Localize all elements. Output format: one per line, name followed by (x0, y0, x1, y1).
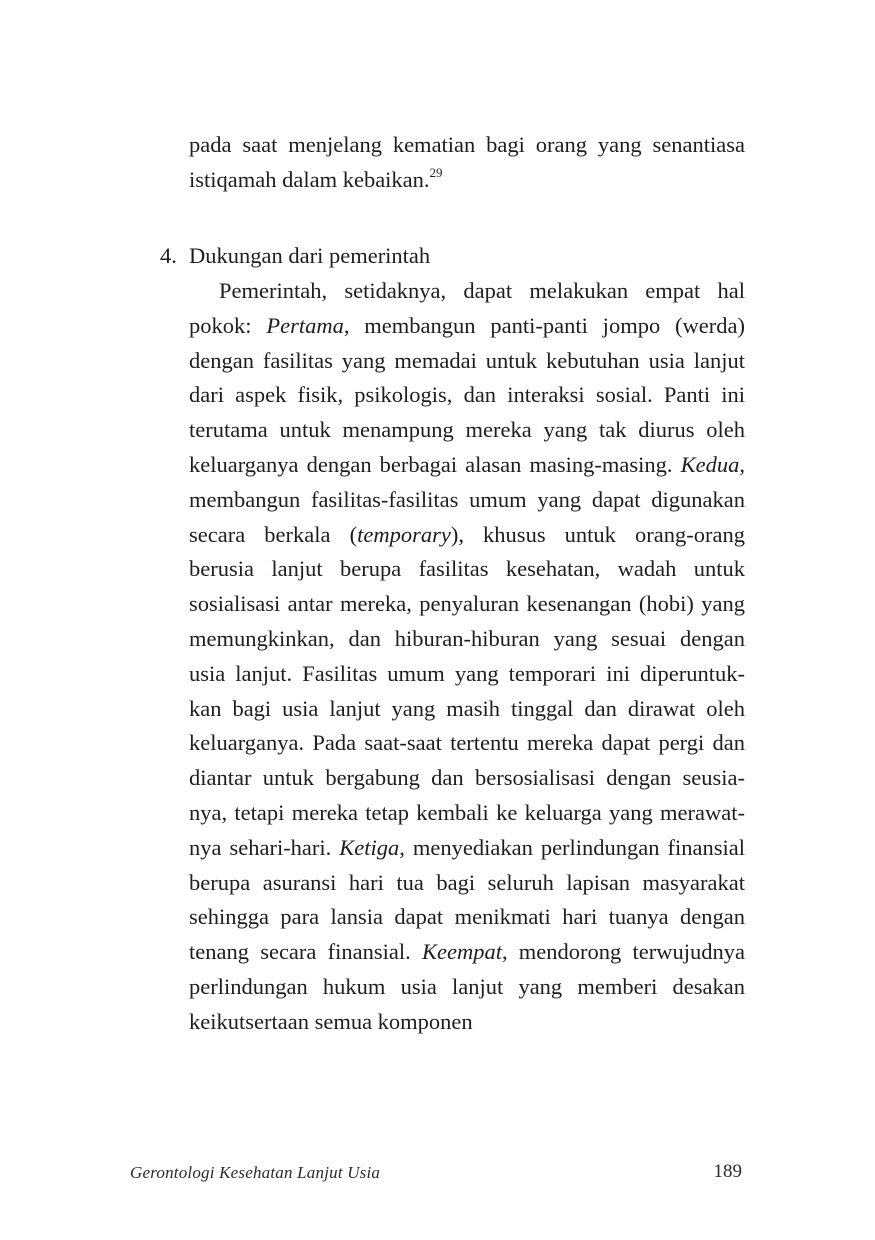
continuation-paragraph (189, 128, 745, 198)
body-text-1: Pemerintah, setidaknya, dapat melakukan empat hal pokok: (189, 278, 745, 338)
list-heading: Dukungan dari pemerintah (189, 243, 431, 268)
list-number: 4. (160, 243, 177, 268)
body-text-3: , membangun fasilitas-fasilitas umum yang dapat digunakan secara berkala ( (189, 451, 745, 547)
emphasis-kedua: Kedua (680, 451, 740, 477)
footnote-reference: 29 (429, 165, 443, 181)
continuation-text: pada saat menjelang kematian bagi orang yang senantiasa istiqamah dalam kebaikan. (189, 132, 745, 192)
body-paragraph (189, 274, 745, 1040)
footer-book-title: Gerontologi Kesehatan Lanjut Usia (130, 1163, 381, 1182)
body-text-6: , mendorong terwujudnya perlindungan hukum usia lanjut yang memberi desakan keikutsertaan semua komponen (189, 939, 745, 1034)
emphasis-temporary: temporary (357, 521, 451, 547)
body-text-4: ), khusus untuk orang-orang berusia lanjut berupa fasilitas kesehatan, wadah untuk sosialisasi antar mereka, penyaluran kesenangan (hobi) yang memungkinkan, dan hiburan-hiburan yang sesuai dengan usia lanjut. Fasilitas umum yang temporari ini diperuntuk-kan bagi usia lanjut yang masih tinggal dan dirawat oleh keluarganya. Pada saat-saat tertentu mereka dapat pergi dan diantar untuk bergabung dan bersosialisasi dengan seusia-nya, tetapi mereka tetap kembali ke keluarga yang merawat-nya sehari-hari. (189, 521, 745, 860)
emphasis-ketiga: Ketiga (339, 834, 400, 860)
body-text-2: , membangun panti-panti jompo (werda) dengan fasilitas yang memadai untuk kebutuhan usia lanjut dari aspek fisik, psikologis, dan interaksi sosial. Panti ini terutama untuk menampung mereka yang tak diurus oleh keluarganya dengan berbagai alasan masing-masing. (189, 312, 745, 477)
body-text-5: , menyediakan perlindungan finansial berupa asuransi hari tua bagi seluruh lapisan masyarakat sehingga para lansia dapat menikmati hari tuanya dengan tenang secara finansial. (189, 834, 745, 965)
emphasis-keempat: Keempat (421, 939, 502, 965)
emphasis-pertama: Pertama (266, 312, 344, 338)
footer-page-number: 189 (713, 1161, 742, 1182)
